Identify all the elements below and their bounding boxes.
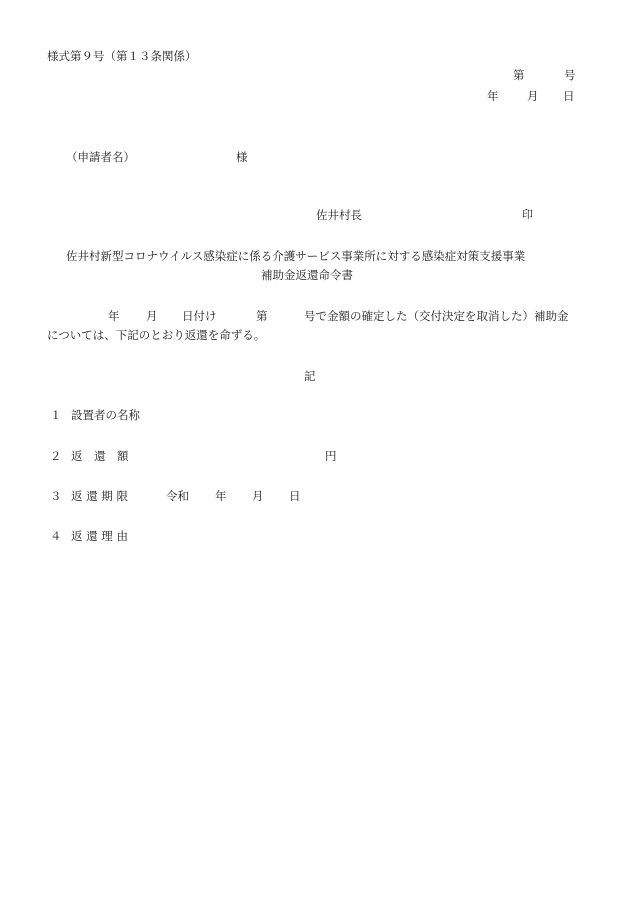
deadline-year: 年 xyxy=(215,489,227,503)
item-label-refund-reason: 返 還 理 由 xyxy=(71,529,128,543)
body-date-month: 月 xyxy=(146,309,158,323)
document-title-line2: 補助金返還命令書 xyxy=(261,268,353,282)
form-number: 様式第９号（第１３条関係） xyxy=(47,49,197,63)
ki-heading: 記 xyxy=(304,369,316,383)
issue-date-day: 日 xyxy=(563,89,575,103)
deadline-month: 月 xyxy=(252,489,264,503)
issue-date-year: 年 xyxy=(487,89,499,103)
document-number-label: 第 xyxy=(513,68,525,82)
item-number: ２ xyxy=(50,449,62,463)
body-text-line1: 号で金額の確定した（交付決定を取消した）補助金 xyxy=(304,309,569,323)
body-number-label: 第 xyxy=(256,309,268,323)
seal-icon: 印 xyxy=(522,208,533,221)
issuer-title: 佐井村長 xyxy=(316,208,362,222)
issue-date-month: 月 xyxy=(527,89,539,103)
item-number: １ xyxy=(50,408,62,422)
document-title-line1: 佐井村新型コロナウイルス感染症に係る介護サービス事業所に対する感染症対策支援事業 xyxy=(66,249,526,263)
item-number: ４ xyxy=(50,529,62,543)
body-date-day: 日付け xyxy=(182,309,217,323)
item-label-refund-amount: 返 還 額 xyxy=(71,449,129,463)
applicant-honorific: 様 xyxy=(236,150,248,164)
refund-amount-unit: 円 xyxy=(325,449,337,463)
body-date-year: 年 xyxy=(108,309,120,323)
document-number-unit: 号 xyxy=(564,68,576,82)
applicant-name-label: （申請者名） xyxy=(66,150,135,164)
item-label-refund-deadline: 返 還 期 限 xyxy=(71,489,128,503)
body-text-line2: については、下記のとおり返還を命ずる。 xyxy=(47,328,266,342)
item-number: ３ xyxy=(50,489,62,503)
item-label-installer-name: 設置者の名称 xyxy=(71,408,140,422)
deadline-era: 令和 xyxy=(166,489,189,503)
deadline-day: 日 xyxy=(289,489,301,503)
